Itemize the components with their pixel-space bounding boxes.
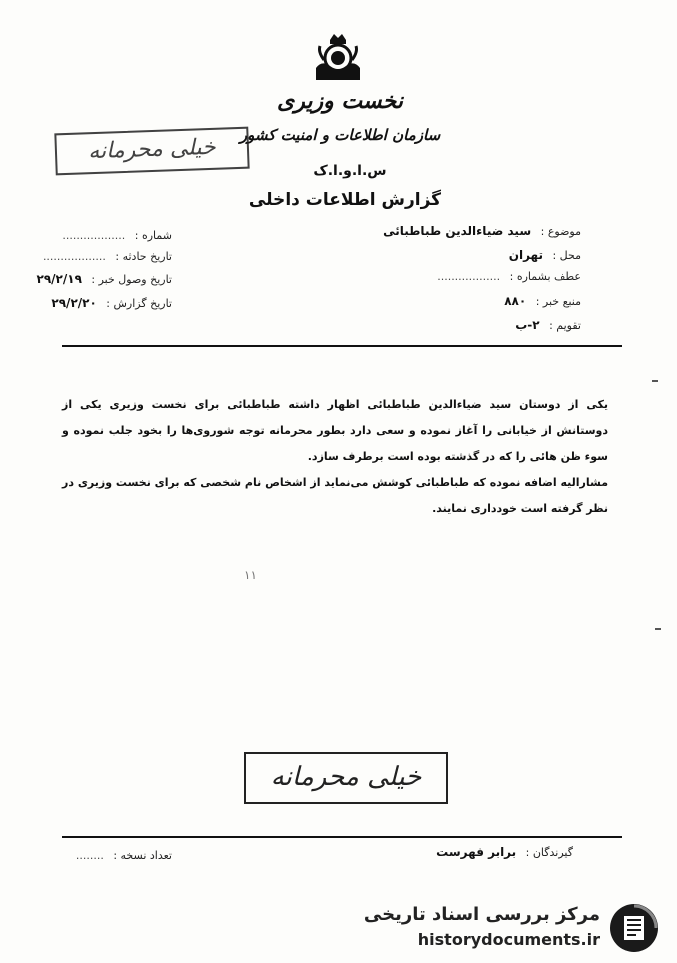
place-label: محل : bbox=[552, 249, 581, 262]
number-value: .................. bbox=[62, 229, 126, 242]
report-body bbox=[62, 392, 608, 522]
receipt-date-value: ۲۹/۲/۱۹ bbox=[36, 272, 82, 286]
report-date-label: تاریخ گزارش : bbox=[106, 297, 172, 310]
source-field bbox=[504, 294, 581, 308]
receipt-date-field bbox=[37, 272, 173, 286]
watermark-title: مرکز بررسی اسناد تاریخی bbox=[363, 904, 600, 925]
copies-field bbox=[76, 849, 172, 862]
organization-name: سازمان اطلاعات و امنیت کشور bbox=[239, 126, 441, 144]
subject-field bbox=[383, 224, 581, 238]
reference-label: عطف بشماره : bbox=[509, 270, 581, 283]
report-date-field bbox=[51, 296, 172, 310]
grade-label: تقویم : bbox=[549, 319, 581, 332]
copies-label: تعداد نسخه : bbox=[113, 849, 172, 862]
distribution-value: برابر فهرست bbox=[436, 845, 517, 859]
organization-code: س.ا.و.ا.ک bbox=[313, 163, 387, 179]
subject-label: موضوع : bbox=[540, 225, 581, 238]
grade-field bbox=[515, 318, 581, 332]
lion-and-sun-emblem-icon bbox=[308, 30, 368, 90]
header-divider bbox=[62, 345, 622, 347]
body-paragraph-1: یکی از دوستان سید ضیاءالدین طباطبائی اظهار داشته طباطبائی برای نخست وزیری یکی از دوستانش از خیابانی را آغاز نموده و سعی دارد بطور محرمانه توجه شوروی‌ها را بخود جلب نموده و سوء ظن هائی را که در گذشته بوده است برطرف سازد. bbox=[62, 398, 608, 463]
number-label: شماره : bbox=[134, 229, 172, 242]
classification-stamp-top: خیلی محرمانه bbox=[54, 127, 249, 176]
grade-value: ۲-ب bbox=[515, 318, 540, 332]
classification-stamp-bottom: خیلی محرمانه bbox=[244, 752, 448, 804]
reference-field bbox=[437, 270, 581, 283]
subject-value: سید ضیاءالدین طباطبائی bbox=[383, 224, 532, 238]
place-field bbox=[509, 248, 581, 262]
event-date-value: .................. bbox=[42, 250, 106, 263]
scan-speck bbox=[652, 380, 658, 382]
footer-divider bbox=[62, 836, 622, 838]
history-documents-logo-icon bbox=[608, 902, 660, 954]
source-label: منبع خبر : bbox=[535, 295, 581, 308]
copies-value: ........ bbox=[75, 849, 104, 862]
report-title: گزارش اطلاعات داخلی bbox=[248, 190, 442, 210]
scan-speck bbox=[655, 628, 661, 630]
marginal-mark: ۱۱ bbox=[244, 568, 257, 582]
prime-ministry-heading: نخست وزیری bbox=[277, 88, 403, 114]
report-date-value: ۲۹/۲/۲۰ bbox=[51, 296, 97, 310]
distribution-label: گیرندگان : bbox=[525, 846, 573, 859]
reference-value: .................. bbox=[437, 270, 501, 283]
place-value: تهران bbox=[508, 248, 543, 262]
watermark-logo bbox=[363, 898, 670, 958]
number-field bbox=[62, 229, 172, 242]
distribution-field bbox=[436, 845, 573, 859]
receipt-date-label: تاریخ وصول خبر : bbox=[91, 273, 172, 286]
event-date-label: تاریخ حادثه : bbox=[115, 250, 172, 263]
source-value: ۸۸۰ bbox=[504, 294, 527, 308]
body-paragraph-2: مشارالیه اضافه نموده که طباطبائی کوشش می‌نماید از اشخاص نام شخصی که برای نخست وزیری در نظر گرفته است خودداری نمایند. bbox=[62, 476, 608, 515]
watermark-url: historydocuments.ir bbox=[417, 930, 600, 949]
event-date-field bbox=[43, 250, 172, 263]
